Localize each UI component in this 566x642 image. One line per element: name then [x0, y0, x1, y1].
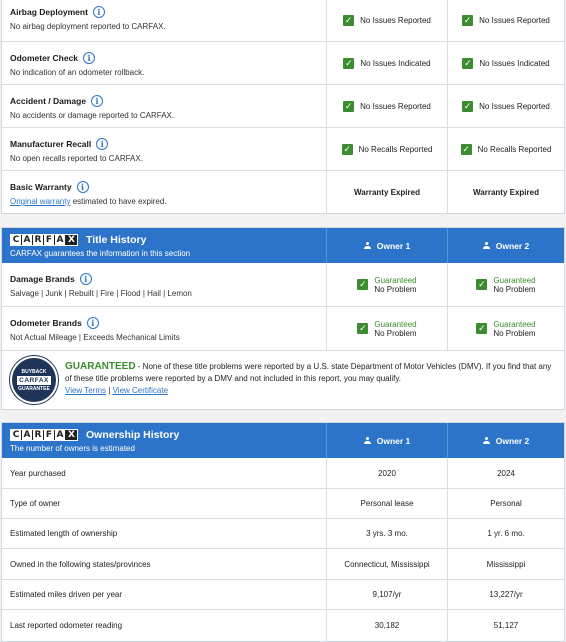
info-icon[interactable]: i [87, 317, 99, 329]
check-icon: ✓ [343, 143, 351, 154]
no-problem-label: No Problem [493, 284, 536, 294]
check-row-airbag [2, 0, 564, 42]
info-icon[interactable]: i [83, 52, 95, 64]
brand-desc: Not Actual Mileage | Exceeds Mechanical Limits [10, 333, 180, 342]
check-title: Odometer Check [10, 53, 79, 63]
check-desc: No accidents or damage reported to CARFAX. [10, 111, 175, 120]
title-history-header [2, 228, 564, 263]
ownership-header [2, 423, 564, 458]
brand-title: Odometer Brands [10, 318, 82, 328]
row-label: Owned in the following states/provinces [10, 559, 151, 569]
owner2-value: Mississippi [486, 559, 526, 569]
check-desc: No indication of an odometer rollback. [10, 68, 145, 77]
check-icon: ✓ [345, 57, 353, 68]
owner2-value: 51,127 [493, 621, 519, 630]
check-desc: estimated to have expired. [70, 197, 167, 206]
info-icon[interactable]: i [93, 6, 105, 18]
row-label: Last reported odometer reading [10, 621, 123, 630]
check-icon: ✓ [344, 14, 353, 25]
check-icon: ✓ [462, 143, 470, 154]
ownership-row [2, 549, 564, 580]
view-terms-link[interactable]: View Terms [65, 386, 107, 395]
ownership-row [2, 610, 564, 641]
check-icon: ✓ [359, 323, 367, 333]
title-history-card [1, 227, 565, 410]
person-icon [483, 242, 491, 249]
guaranteed-heading: GUARANTEED [65, 361, 136, 372]
brand-title: Damage Brands [10, 274, 75, 284]
no-problem-label: No Problem [374, 328, 417, 338]
section-title: Title History [86, 234, 147, 246]
owner1-value: 3 yrs. 3 mo. [366, 529, 408, 538]
check-title: Accident / Damage [10, 96, 87, 106]
section-subtitle: CARFAX guarantees the information in this section [10, 249, 191, 258]
title-row-odometer [2, 307, 564, 351]
owner2-warranty: Warranty Expired [473, 187, 539, 197]
check-title: Manufacturer Recall [10, 139, 92, 149]
ownership-row [2, 489, 564, 519]
owner2-value: 2024 [497, 468, 515, 478]
owner1-status: ✓ No Issues Reported [344, 14, 431, 25]
section-subtitle: The number of owners is estimated [10, 444, 135, 453]
person-icon [364, 437, 372, 444]
vehicle-check-card [1, 0, 565, 214]
owner2-value: 1 yr. 6 mo. [487, 529, 525, 538]
owner1-status: ✓ No Issues Reported [344, 100, 431, 111]
owner2-header: Owner 2 [483, 241, 530, 251]
original-warranty-link[interactable]: Original warranty [10, 197, 71, 206]
row-label: Estimated length of ownership [10, 529, 118, 538]
ownership-row [2, 458, 564, 489]
carfax-logo: C A R F A X [10, 234, 78, 246]
guaranteed-label: Guaranteed [493, 275, 536, 285]
brand-desc: Salvage | Junk | Rebuilt | Fire | Flood | Hail | Lemon [10, 289, 192, 298]
info-icon[interactable]: i [80, 273, 92, 285]
owner2-status: ✓ No Issues Reported [463, 14, 550, 25]
guaranteed-label: Guaranteed [374, 275, 417, 285]
check-icon: ✓ [359, 279, 367, 289]
ownership-row [2, 519, 564, 549]
check-icon: ✓ [463, 14, 472, 25]
check-icon: ✓ [463, 100, 472, 111]
owner2-value: Personal [490, 499, 522, 508]
row-label: Type of owner [10, 499, 61, 508]
check-desc: No airbag deployment reported to CARFAX. [10, 22, 166, 31]
info-icon[interactable]: i [77, 181, 89, 193]
owner2-status: ✓ No Recalls Reported [462, 143, 552, 154]
check-title: Basic Warranty [10, 182, 72, 192]
owner1-header: Owner 1 [364, 436, 411, 446]
check-row-odometer [2, 42, 564, 85]
owner2-header: Owner 2 [483, 436, 530, 446]
check-desc: No open recalls reported to CARFAX. [10, 154, 143, 163]
title-row-damage [2, 263, 564, 307]
view-certificate-link[interactable]: View Certificate [112, 386, 169, 395]
check-icon: ✓ [478, 323, 486, 333]
no-problem-label: No Problem [374, 284, 417, 294]
ownership-history-card [1, 422, 565, 642]
owner1-value: Connecticut, Mississippi [344, 559, 430, 569]
owner1-status: ✓ No Issues Indicated [345, 57, 431, 68]
person-icon [483, 437, 491, 444]
guarantee-text: - None of these title problems were reported by a U.S. state Department of Motor Vehicles (DMV). If you find that any of these title problems were reported by a DMV and not included in this report, you may qualify. [65, 362, 552, 383]
no-problem-label: No Problem [493, 328, 536, 338]
guarantee-row: BUYBACK CARFAX GUARANTEE GUARANTEED - None of these title problems were reported by a U.S. state Department of Motor Vehicles (DMV). If you find that any of these title problems were reported by a DMV and not included in this report, you may qualify. View Terms | View Certificate [2, 351, 564, 409]
owner1-value: Personal lease [360, 499, 414, 508]
row-label: Year purchased [10, 468, 66, 478]
check-title: Airbag Deployment [10, 7, 88, 17]
carfax-logo: C A R F A X [10, 429, 78, 441]
section-title: Ownership History [86, 429, 180, 441]
person-icon [364, 242, 372, 249]
row-label: Estimated miles driven per year [10, 590, 123, 599]
owner2-status: ✓ No Issues Reported [463, 100, 550, 111]
owner1-status: ✓ No Recalls Reported [343, 143, 433, 154]
guaranteed-label: Guaranteed [374, 319, 417, 329]
check-icon: ✓ [464, 57, 472, 68]
ownership-row [2, 580, 564, 610]
check-icon: ✓ [344, 100, 353, 111]
check-row-warranty [2, 171, 564, 213]
owner1-header: Owner 1 [364, 241, 411, 251]
owner2-value: 13,227/yr [489, 590, 523, 599]
owner1-value: 9,107/yr [372, 590, 402, 599]
info-icon[interactable]: i [91, 95, 103, 107]
owner1-value: 30,182 [374, 621, 400, 630]
owner1-warranty: Warranty Expired [354, 187, 420, 197]
check-icon: ✓ [478, 279, 486, 289]
info-icon[interactable]: i [96, 138, 108, 150]
check-row-accident [2, 85, 564, 128]
check-row-recall [2, 128, 564, 171]
owner2-status: ✓ No Issues Indicated [464, 57, 550, 68]
owner1-value: 2020 [378, 468, 396, 478]
guaranteed-label: Guaranteed [493, 319, 536, 329]
buyback-guarantee-seal: BUYBACK CARFAX GUARANTEE [10, 356, 58, 404]
